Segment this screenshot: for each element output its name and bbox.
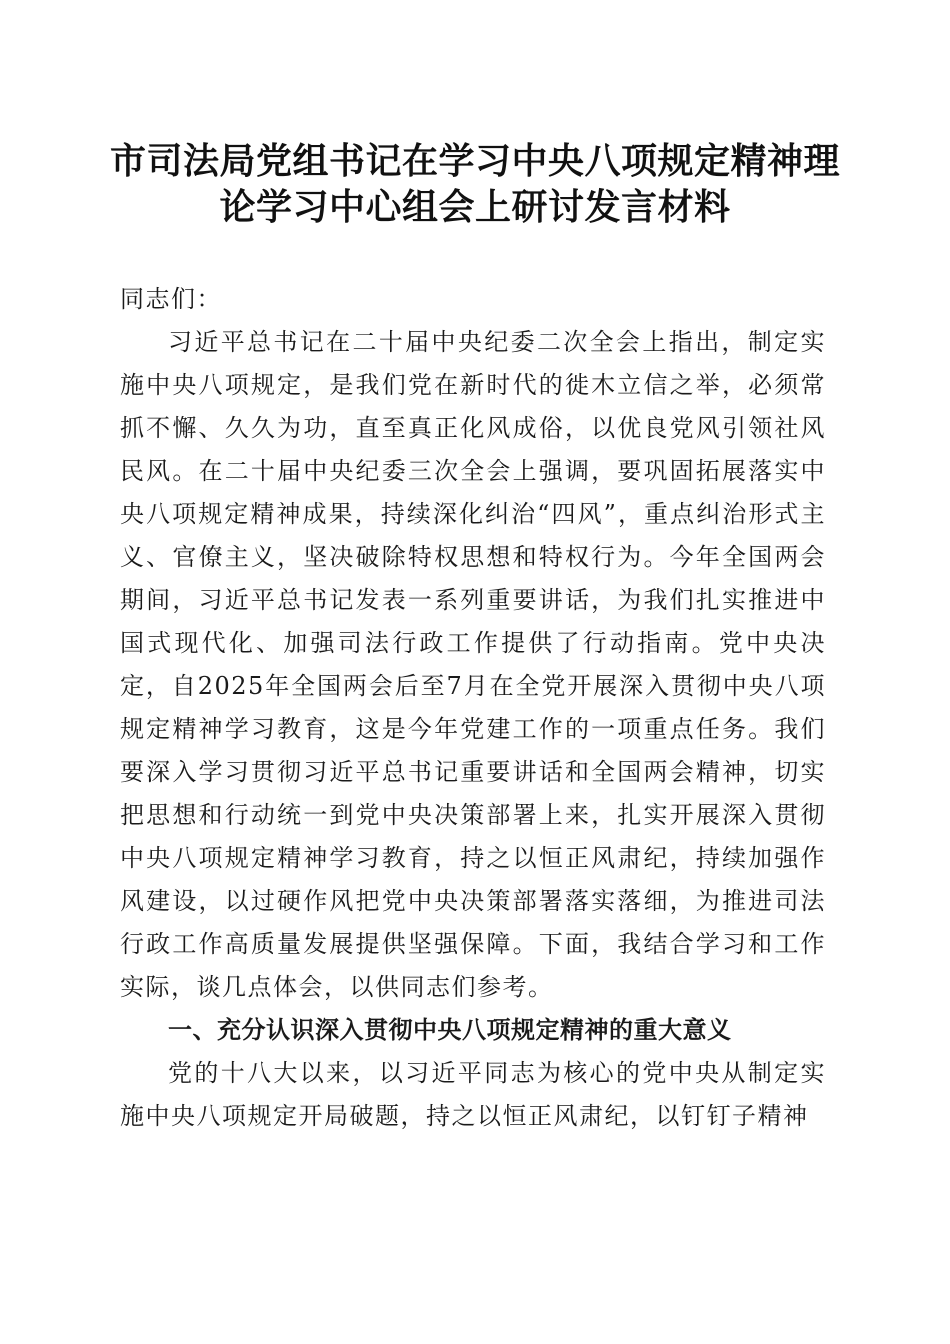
salutation: 同志们： [120,285,222,313]
intro-paragraph: 习近平总书记在二十届中央纪委二次全会上指出，制定实施中央八项规定，是我们党在新时代的徙木立信之举，必须常抓不懈、久久为功，直至真正化风成俗，以优良党风引领社风民风。在二十届中央纪委三次全会上强调，要巩固拓展落实中央八项规定精神成果，持续深化纠治“四风”，重点纠治形式主义、官僚主义，坚决破除特权思想和特权行为。今年全国两会期间，习近平总书记发表一系列重要讲话，为我们扎实推进中国式现代化、加强司法行政工作提供了行动指南。党中央决定，自2025年全国两会后至7月在全党开展深入贯彻中央八项规定精神学习教育，这是今年党建工作的一项重点任务。我们要深入学习贯彻习近平总书记重要讲话和全国两会精神，切实把思想和行动统一到党中央决策部署上来，扎实开展深入贯彻中央八项规定精神学习教育，持之以恒正风肃纪，持续加强作风建设，以过硬作风把党中央决策部署落实落细，为推进司法行政工作高质量发展提供坚强保障。下面，我结合学习和工作实际，谈几点体会，以供同志们参考。 [120,328,826,1001]
section-heading-1: 一、充分认识深入贯彻中央八项规定精神的重大意义 [168,1016,732,1044]
document-title: 市司法局党组书记在学习中央八项规定精神理论学习中心组会上研讨发言材料 [109,140,840,228]
document-body [120,278,826,1138]
section-1-paragraph: 党的十八大以来，以习近平同志为核心的党中央从制定实施中央八项规定开局破题，持之以恒正风肃纪，以钉钉子精神 [120,1059,826,1130]
